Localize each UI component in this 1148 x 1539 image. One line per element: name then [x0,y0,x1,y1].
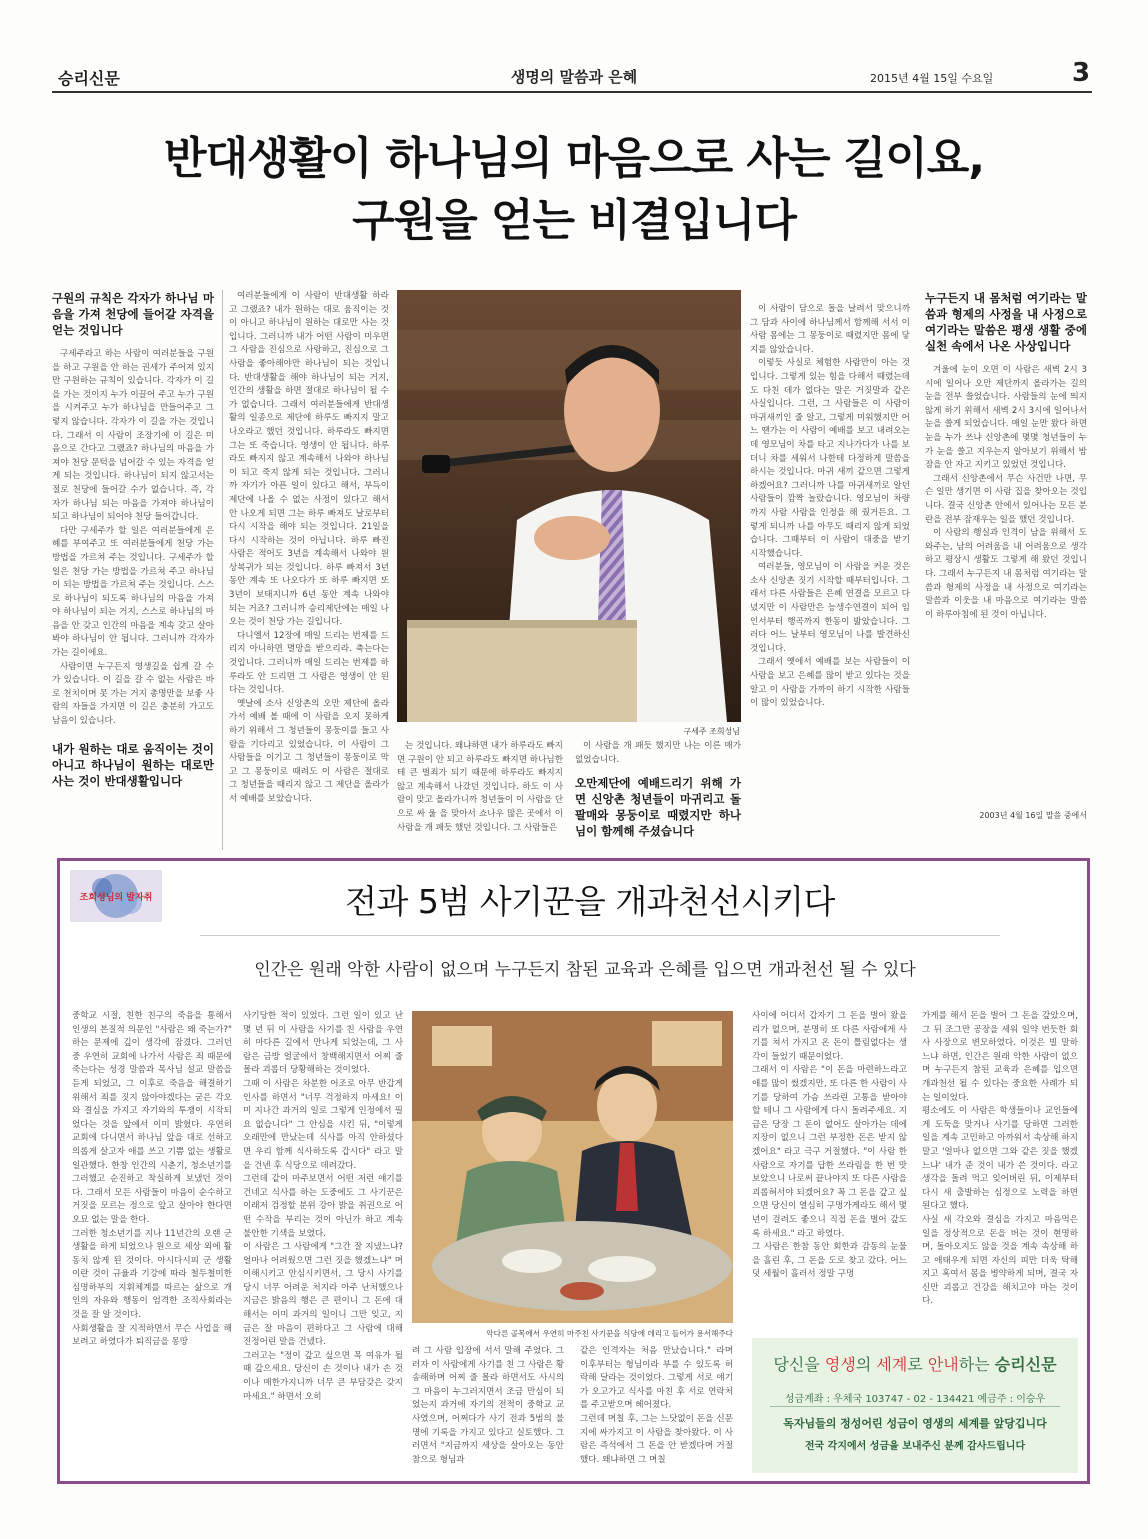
promo-title [752,1352,1078,1375]
feature-column-1: 중학교 시절, 친한 친구의 죽음을 통해서 인생의 본질적 의문인 "사람은 왜 죽는가?" 하는 문제에 깊이 생각에 잠겼다. 그러던 중 우연히 교회에 나가서 사람은 죄 때문에 죽는다는 성경 말씀과 목사님 설교 말씀을 듣게 되었고, 그 이후로 죽음을 해결하기 위해서 죄를 짓지 않아야겠다는 굳은 각오와 결심을 가지고 자기와의 투쟁이 시작되었다는 것을 앞에서 이미 밝혔다. 우연히 교회에 다니면서 하나님 앞을 대로 선하고 의롭게 살고자 애를 쓰고 기쁨 없는 생활로 일관했다. 한창 인간의 시춘기, 청소년기를 그러했고 순진하고 착실하게 보냈던 것이다. 그래서 모든 사람들이 마음이 순수하고 거짓을 모르는 정으로 앞고 살아야 한다면 오묘 없는 말을 한다. 그러한 청소년기를 지나 11년간의 오랜 군 생활을 하게 되었으나 원으로 세상 외에 활동치 않게 된 것이다. 아시다시피 군 생활이란 것이 규율과 기강에 따라 철두철미한 심명하부의 지휘체계를 따르는 삶으로 개인의 자유와 행동이 엄격한 조직사회라는 것을 잘 알 것이다. 사회생활을 잘 지적하면서 무슨 사업을 해보려고 하였다가 퇴직금을 몽땅 [72,1011,232,1348]
illustration-caption: 악다른 골목에서 우연히 마주친 사기꾼을 식당에 데리고 들어가 용서해주다 [486,1329,733,1338]
article-column-1 [52,290,214,789]
feature-column-6: 가게를 해서 돈을 벌어 그 돈을 갚았으며, 그 뒤 조그만 공장을 세워 일약 번듯한 회사 사장으로 변모하였다. 이것은 빌 말하느냐 하면, 인간은 원래 악한 사람이 없으며 누구든지 참된 교육과 은혜를 입으면 개과천선 될 수 있다는 중요한 사례가 되는 일이었다. 평소에도 이 사람은 학생들이나 교인들에게 도둑을 맞거나 사기를 당하면 그러한 일을 계속 고민하고 아까워서 속상해 하지 말고 '얼마나 없으면 그와 같은 짓을 했겠느냐' 내가 준 것이 내가 쓴 것이다. 라고 생각을 돌려 먹고 잊어버린 뒤, 이제부터 다시 새 출발하는 심정으로 노력을 하면 된다고 했다. 사실 새 각오와 결심을 가지고 마음먹은 일을 정상적으로 돈을 버는 것이 현명하며, 돌아오지도 않을 것을 계속 속상해 하고 애태우게 되면 자신의 피만 더욱 탁해지고 혹여서 몸을 병약하게 되며, 결국 자신만 괴롭고 건강을 해치고야 마는 것이다. [922,1011,1078,1307]
masthead: 승리신문 [58,69,120,88]
feature-title-rule [200,935,1000,936]
article-column-2 [229,290,389,855]
header-rule [52,91,1092,93]
promo-rule [770,1406,1060,1407]
article-column-3 [397,740,563,855]
paragraph: 여러분들에게 이 사람이 반대생활 하라고 그랬죠? 내가 원하는 대로 움직이는 것이 아니고 하나님이 원하는 대로만 사는 것입니다. 그러니까 내가 어떤 사람이 미우면 그 사람을 진심으로 사랑하고, 진심으로 그 사람을 좋아해야만 하나님이 되는 것입니다. 반대생활을 해야 하나님이 되는 거지, 인간의 생활을 하면 절대로 하나님이 될 수가 없습니다. 그래서 여러분들에게 반대생활의 일종으로 제단에 하루도 빠지지 말고 나오라고 했던 것입니다. 하루라도 빠지면 그는 또 죽습니다. 영생이 안 됩니다. 하루라도 빠지지 않고 계속해서 나와야 하나님이 되고 죽지 않게 되는 것입니다. 그러니까 자기가 아픈 일이 있다고 해서, 부득이 제단에 나올 수 없는 사정이 있다고 해서 안 나오게 되면 그는 하루 빠져도 날로부터 다시 시작을 해야 되는 것입니다. 21일을 다시 시작하는 것이 아닙니다. 하루 빠진 사람은 적어도 3년을 계속해서 나와야 원상복귀가 되는 것입니다. 하루 빠져서 3년 동안 계속 또 나오다가 또 하루 빠지면 또 3년이 보태지니까 6년 동안 계속 나와야 되는 거죠? 그러니까 승리제단에는 매일 나오는 것이 천당 가는 길입니다. [229,291,389,628]
page-number: 3 [1072,58,1091,88]
issue-date: 2015년 4월 15일 수요일 [870,72,994,85]
promo-title-w2: 세계 [876,1355,908,1374]
feature-column-2: 사기당한 적이 있었다. 그런 일이 있고 난 몇 년 뒤 이 사람을 사기를 친 사람을 우연히 마다른 길에서 만나게 되었는데, 그 사람은 금방 얼굴에서 창백해지면서 어찌 줄 몰라 괴롭더 당황해하는 것이었다. 그때 이 사람은 차분한 어조로 아무 반갑게 인사를 하면서 "너무 걱정하지 마세요! 이미 지나간 과거의 일로 그렇게 인정에서 필요 없습니다" 그 안심을 시킨 뒤, "이렇게 오래만에 만났는데 식사를 아직 안하셨다면 우리 함께 식사하도록 갑시다" 라고 말을 건넨 후 식당으로 데려갔다. 그런데 같이 마주보면서 어떤 저런 얘기를 건네고 식사를 하는 도중에도 그 사기꾼은 이래저 검정할 분위 강아 밝을 취권으로 어떤 수작을 부리는 것이 아닌가 하고 계속 불안한 기색을 보였다. 이 사람은 그 사람에게 "그간 잘 지냈느냐? 얼마나 어려웠으면 그런 짓을 했겠느냐" 며 이해시키고 안심시키면서, 그 당시 사기를 당시 너무 어려운 처지라 아주 난처했으나 지금은 밝음의 행은 큰 편이니 그 돈에 대해서는 이미 과거의 일이니 그만 잊고, 지금은 잘 마음이 편하다고 그 사람에 대해 진정어린 말을 건넸다. 그러고는 "정이 갚고 싶으면 목 여유가 될 때 갚으세요. 당신이 손 것이나 내가 손 것이나 매한가지니까 너무 큰 부담갖은 갖지 마세요." 하면서 오히 [243,1011,403,1402]
paragraph: 그래서 신앙촌에서 무슨 사건만 나면, 무슨 일만 생기면 이 사람 집을 찾아오는 것입니다. 결국 신앙촌 안에서 있어나는 모든 분란을 전부 잠재우는 일을 했던 것입니다. [925,473,1087,525]
paragraph: 여러분들, 영모님이 이 사람을 커운 것은 소사 신앙촌 짓기 시작할 때부터입니다. 그래서 다른 사람들은 은혜 연결을 모르고 다녔지만 이 사람만은 능생수연결이 되어 임인서부터 행곡까지 한동이 밟았습니다. 그러다 어느 날부터 영모님이 나를 발견하신 것입니다. [750,562,910,654]
promo-title-mid1: 의 [855,1355,877,1374]
paragraph: 이 사람을 개 패듯 했지만 나는 이른 매가 없었습니다. [575,741,741,765]
feature-column-5: 사이에 어디서 갑자기 그 돈을 벌어 왔을 리가 없으며, 분명히 또 다른 사람에게 사기를 쳐서 가지고 온 돈이 틀림없다는 생각이 들었기 때문이었다. 그래서 이 사람은 "이 돈을 마련하느라고 애를 많이 썼겠지만, 또 다른 한 사람이 사기를 당하여 가슴 쓰라린 고통을 받아야 할 테니 그 사람에게 다시 돌려주세요. 지금은 당장 그 돈이 없어도 살아가는 데에 지장이 없으니 그런 부정한 돈은 받지 않겠어요" 라고 극구 거절했다. "이 사람 한 사람으로 자기를 답한 쓰라림을 한 번 맛보았으니 나로써 끝나야지 또 다른 사람을 괴롭혀서야 되겠어요? 꼭 그 돈을 갚고 싶으면 당신이 열심히 구멍가게라도 해서 몇 년이 걸려도 좋으니 직접 돈을 벌어 갚도록 하세요." 라고 하였다. 그 사람은 한참 동안 회한과 감동의 눈물을 흘린 후, 그 돈을 도로 찾고 갔다. 어느덧 세월이 흘러서 정말 구멍 [752,1011,907,1280]
footprints-logo [70,870,162,922]
feature-column-3: 려 그 사람 입장에 서서 말해 주었다. 그러자 이 사람에게 사기를 친 그 사람은 황송해하며 어찌 줄 몰라 하면서도 사시의 그 마음이 누그러지면서 조금 만심이 되었는지 과거에 자기의 전적이 중학교 교사였으며, 어쩌다가 사기 전과 5범의 불명에 기록을 가지고 있다고 실토했다. 그러면서 "지금까지 세상을 살아오는 동안 참으로 형님과 [412,1346,564,1465]
promo-account: 성금계좌 : 우체국 103747 - 02 - 134421 예금주 : 이승우 [784,1394,1046,1405]
promo-title-w4: 승리신문 [994,1355,1057,1374]
promo-title-mid3: 하는 [958,1355,995,1374]
article-column-4 [575,740,741,839]
paragraph: 다니엘서 12장에 매일 드리는 번제를 드리지 아니하면 멸망을 받으리라. 축는다는 것입니다. 그러니까 매일 드리는 번제를 하루라도 안 드리면 그 사람은 영생이 안 된다는 것입니다. [229,630,389,696]
article-column-5 [750,303,910,853]
restaurant-illustration [412,1011,733,1323]
paragraph: 그래서 옛에서 예배를 보는 사람들이 이 사람을 보고 은혜를 많이 받고 있다는 것을 알고 이 사람을 가까이 하기 시작한 사람들이 많이 있었습니다. [750,657,910,709]
promo-title-mid2: 로 [907,1355,928,1374]
subheading-3: 오만제단에 예배드리기 위해 가면 신앙촌 청년들이 마귀리고 돌팔매와 몽둥이로 때렸지만 하나님이 함께해 주셨습니다 [575,776,741,839]
promo-title-w1: 영생 [824,1355,856,1374]
headline-line-1: 반대생활이 하나님의 마음으로 사는 길이요, [163,133,985,184]
promo-title-w3: 안내 [927,1355,959,1374]
promo-thanks: 전국 각지에서 성금을 보내주신 분께 감사드립니다 [804,1441,1026,1452]
paragraph: 다만 구세주가 할 일은 여러분들에게 은혜를 부여주고 또 여러분들에게 천당 가는 방법을 가르쳐 주는 것입니다. 구세주가 할 일은 천당 가는 방법을 가르쳐 주고 하나님이 되는 방법을 가르쳐 주는 것입니다. 스스로 하나님이 되도록 하나님의 마음을 가져야 하나님이 되는 거지, 스스로 하나님의 마음을 안 갖고 인간의 마음을 계속 갖고 살아봐야 하나님이 안 됩니다. 그러니까 각자가 가는 길이에요. [52,525,214,659]
paragraph: 이 사람이 담으로 돌을 날려서 맞으니까 그 담과 사이에 하나님께서 함께해 서서 이 사람 몸에는 그 몽둥이로 때렸지만 몸에 닿지를 않았습니다. [750,304,910,355]
paragraph: 이 사람의 행실과 인격이 남을 위해서 도와주는, 남의 어려움을 내 어려움으로 생각하고 평상시 생활도 그렇게 해 왔던 것입니다. 그래서 누구든지 내 몸처럼 여기라는 말씀과 형제의 사정을 내 사정으로 여기라는 말씀과 이웃을 내 마음으로 여기라는 말씀이 하루아침에 된 것이 아닙니다. [925,528,1087,620]
main-headline [60,128,1088,252]
footprints-logo-text: 조희성님의 발자취 [79,893,153,903]
paragraph: 옛날에 소사 신앙촌의 오만 제단에 올라가서 예배 볼 때에 이 사람을 오지 못하게 하기 위해서 그 청년들이 몽둥이를 들고 사람을 기다리고 있었습니다. 이 사람이 그 사람들을 이기고 그 청년들이 몽둥이로 막고 그 몽둥이로 때려도 이 사람은 절대로 그 청년들을 때리지 않고 그 제단을 올라가서 예배를 보았습니다. [229,698,389,804]
column-divider [222,290,223,850]
feature-subtitle: 인간은 원래 악한 사람이 없으며 누구든지 참된 교육과 은혜를 입으면 개과천선 될 수 있다 [254,960,916,980]
paragraph: 구세주라고 하는 사람이 여러분들을 구원을 하고 구원을 안 하는 권세가 주어져 있지만 구원하는 규칙이 있습니다. 각자가 이 길을 가는 것이지 누가 이끌어 주고 누가 구원을 시켜주고 누가 하나님을 만들어주고 그렇지 않습니다. 각자가 이 길을 가는 것입니다. 그래서 이 사람이 조장기에 이 길은 미음으로 간다고 그랬죠? 하나님의 마음을 가져야 천당 문턱을 넘어갈 수 있는 자격을 얻게 되는 것입니다. 하나님이 되지 않고서는 절로 천당에 들어갈 수가 없습니다. 즉, 각자가 하나님 되는 마음을 가져야 하나님이 되고 하나님이 되어야 천당 들어갑니다. [52,349,214,523]
paragraph: 이렇듯 사실로 체험한 사람만이 아는 것입니다. 그렇게 있는 힘을 다해서 때렸는데도 다친 데가 없다는 말은 거짓말과 같은 사실입니다. 그런, 그 사람들은 이 사람이 마귀새끼인 줄 알고, 그렇게 미워했지만 어느 땐가는 이 사람이 예배를 보고 내려오는데 영모님이 차를 타고 지나가다가 나를 보더니 차를 세워서 나한테 다정하게 말씀을 하시는 것입니다. 마귀 새끼 같으면 그렇게 하겠어요? 그러니까 나를 마귀새끼로 알던 사람들이 깜짝 놀랐습니다. 영모님이 차량까지 사람 사람을 인정을 해 줬거든요. 그렇게 되니까 나를 아무도 때리지 않게 되었습니다. 그때부터 이 사람이 대중을 받기 시작했습니다. [750,358,910,559]
speech-source: 2003년 4월 16일 말씀 중에서 [979,811,1087,820]
feature-column-4: 같은 인격자는 처음 만났습니다." 라며 이후부터는 형님이라 부를 수 있도록 허락해 달라는 것이었다. 그렇게 서로 얘기가 오고가고 식사를 마친 후 서로 연락처를 주고받으며 헤어졌다. 그런데 며칠 후, 그는 느닷없이 돈을 신문지에 싸가지고 이 사람을 찾아왔다. 이 사람은 즉석에서 그 돈을 안 받겠다며 거절했다. 왜냐하면 그 며칠 [580,1346,733,1465]
section-title: 생명의 말씀과 은혜 [510,68,638,86]
subheading-1: 구원의 규칙은 각자가 하나님 마음을 가져 천당에 들어갈 자격을 얻는 것입니다 [52,291,214,337]
promo-message: 독자님들의 정성어린 성금이 영생의 세계를 앞당깁니다 [783,1417,1047,1430]
restaurant-illustration-art [412,1011,733,1323]
promo-title-pre: 당신을 [773,1355,825,1374]
speaker-photo-illustration [397,290,741,722]
feature-title: 전과 5범 사기꾼을 개과천선시키다 [345,882,835,921]
paragraph: 겨울에 눈이 오면 이 사람은 새벽 2시 3시에 일어나 오만 제단까지 올라가는 길의 눈을 전부 쓸었습니다. 사람들의 눈에 띄지 않게 하기 위해서 새벽 2시 3시에 일어나서 눈을 쓸게 되었습니다. 매일 눈만 왔다 하면 눈을 누가 쓰냐 신앙촌에 몇몇 청년들이 누가 눈을 쓸고 지우는지 알아보기 위해서 밤잠을 안 자고 지키고 있었던 것입니다. [925,365,1087,471]
paragraph: 는 것입니다. 왜냐하면 내가 하루라도 빠지면 구원이 안 되고 하루라도 빠지면 하나님한테 큰 벌죄가 되기 때문에 하루라도 빠지지 않고 계속해서 나갔던 것입니다. 하도 이 사람이 맞고 올라가니까 청년들이 이 사람을 단으로 싸 울 을 맞아서 쇼나우 많은 곳에서 이 사람을 개 패듯 했던 것입니다. 그 사람들은 [397,741,563,833]
subheading-2: 내가 원하는 대로 움직이는 것이 아니고 하나님이 원하는 대로만 사는 것이 반대생활입니다 [52,741,214,788]
photo-caption: 구세주 조희성님 [683,727,740,736]
subheading-4: 누구든지 내 몸처럼 여기라는 말씀과 형제의 사정을 내 사정으로 여기라는 말씀은 평생 생활 중에 실천 속에서 나온 사상입니다 [925,291,1087,353]
article-column-6 [925,290,1087,830]
headline-line-2: 구원을 얻는 비결입니다 [352,195,796,246]
speaker-photo [397,290,741,722]
paragraph: 사람이면 누구든지 영생길을 쉽게 갈 수가 있습니다. 이 길을 갈 수 없는 사람은 바로 천치이며 못 가는 거지 총명만을 보좋 사람의 자들을 가지면 이 길은 충분히 가고도 남음이 있습니다. [52,661,214,727]
